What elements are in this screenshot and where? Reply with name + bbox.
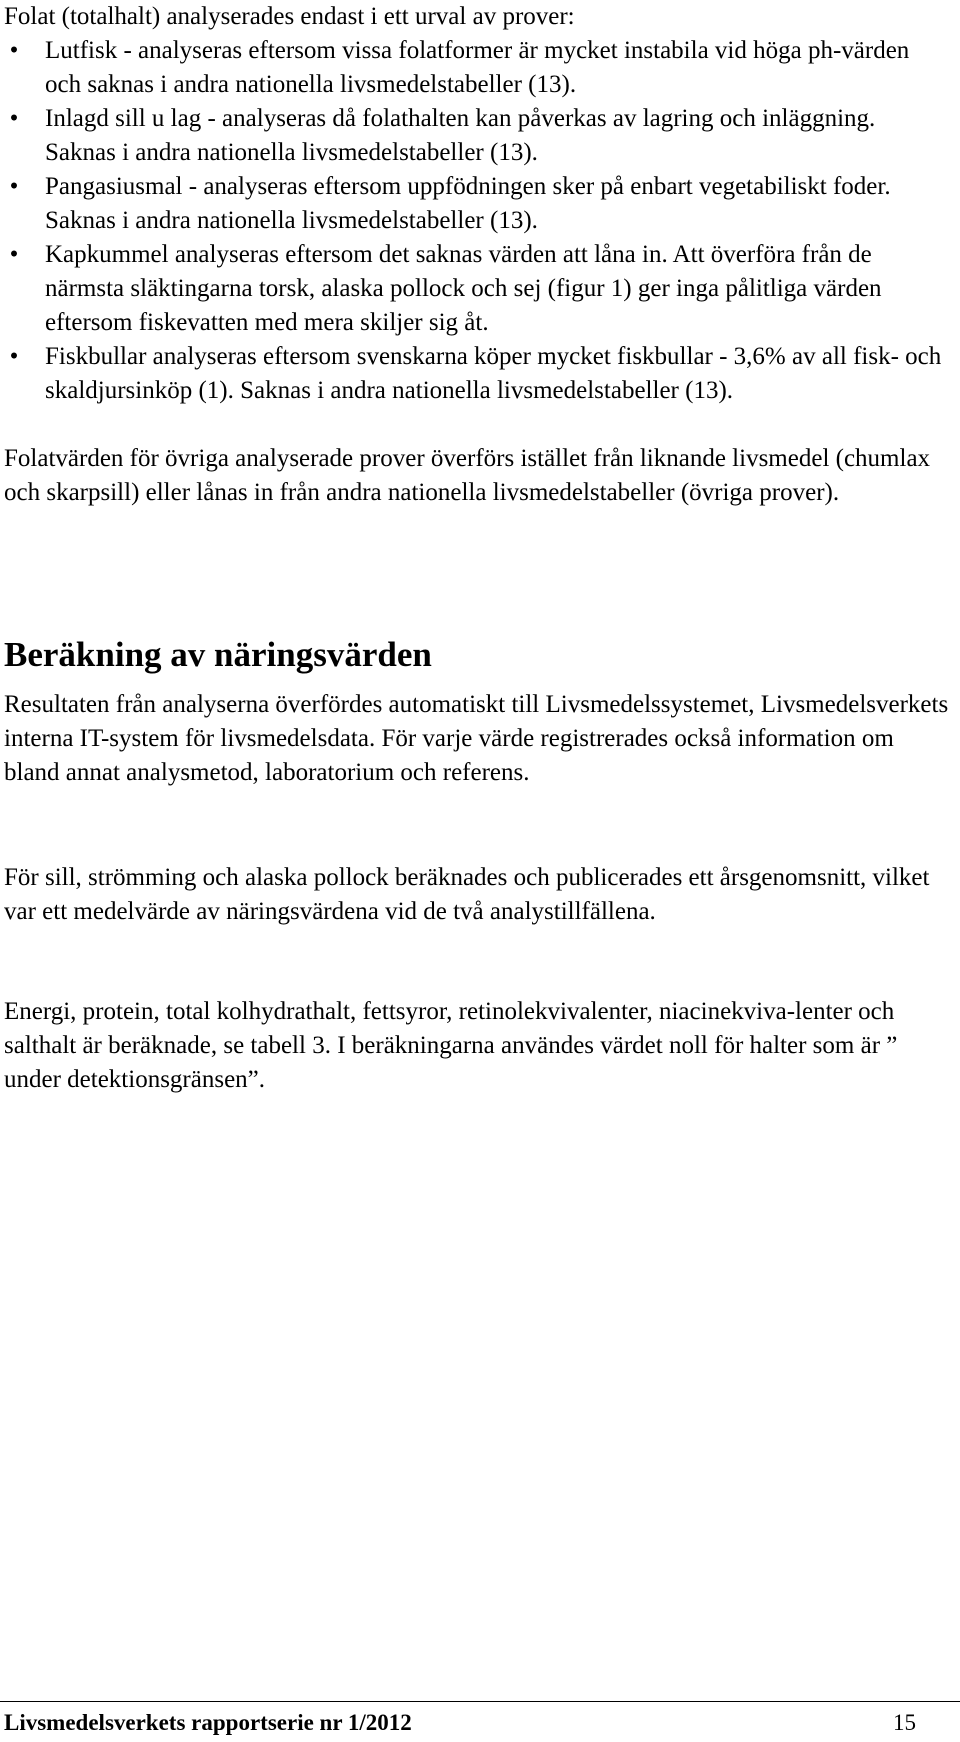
intro-text: Folat (totalhalt) analyserades endast i ett urval av prover: bbox=[4, 3, 575, 30]
list-item bbox=[0, 34, 950, 102]
page-number: 15 bbox=[893, 1710, 916, 1735]
list-item bbox=[0, 102, 950, 170]
bullet-icon: • bbox=[9, 37, 19, 64]
bullet-icon: • bbox=[9, 173, 19, 200]
list-item-text: Lutfisk - analyseras eftersom vissa folatformer är mycket instabila vid höga ph-värden och saknas i andra nationella livsmedelstabeller (13). bbox=[45, 37, 910, 98]
list-item-text: Inlagd sill u lag - analyseras då folathalten kan påverkas av lagring och inläggning. Saknas i andra nationella livsmedelstabeller (13). bbox=[45, 105, 876, 166]
folat-paragraph: Folatvärden för övriga analyserade prover överförs istället från liknande livsmedel (chumlax och skarpsill) eller lånas in från andra nationella livsmedelstabeller (övriga prover). bbox=[4, 445, 931, 506]
energi-paragraph: Energi, protein, total kolhydrathalt, fettsyror, retinolekvivalenter, niacinekviva-lenter och salthalt är beräknade, se tabell 3. I beräkningarna användes värdet noll för halter som är ” under detektionsgränsen”. bbox=[4, 998, 898, 1093]
bullet-icon: • bbox=[9, 105, 19, 132]
section-heading: Beräkning av näringsvärden bbox=[4, 635, 432, 674]
footer-series-title: Livsmedelsverkets rapportserie nr 1/2012 bbox=[4, 1710, 412, 1735]
footer-divider bbox=[0, 1701, 960, 1702]
list-item-text: Pangasiusmal - analyseras eftersom uppfödningen sker på enbart vegetabiliskt foder. Saknas i andra nationella livsmedelstabeller (13). bbox=[45, 173, 891, 234]
list-item bbox=[0, 170, 950, 238]
sill-paragraph: För sill, strömming och alaska pollock beräknades och publicerades ett årsgenomsnitt, vilket var ett medelvärde av näringsvärdena vid de två analystillfällena. bbox=[4, 864, 930, 925]
bullet-icon: • bbox=[9, 241, 19, 268]
bullet-list bbox=[0, 34, 950, 408]
list-item-text: Kapkummel analyseras eftersom det saknas värden att låna in. Att överföra från de närmsta släktingarna torsk, alaska pollock och sej (figur 1) ger inga pålitliga värden eftersom fiskevatten med mera skiljer sig åt. bbox=[45, 241, 882, 336]
list-item-text: Fiskbullar analyseras eftersom svenskarna köper mycket fiskbullar - 3,6% av all fisk- och skaldjursinköp (1). Saknas i andra nationella livsmedelstabeller (13). bbox=[45, 343, 942, 404]
bullet-icon: • bbox=[9, 343, 19, 370]
results-paragraph: Resultaten från analyserna överfördes automatiskt till Livsmedelssystemet, Livsmedelsverkets interna IT-system för livsmedelsdata. För varje värde registrerades också information om bland annat analysmetod, laboratorium och referens. bbox=[4, 691, 949, 786]
list-item bbox=[0, 340, 950, 408]
list-item bbox=[0, 238, 950, 340]
